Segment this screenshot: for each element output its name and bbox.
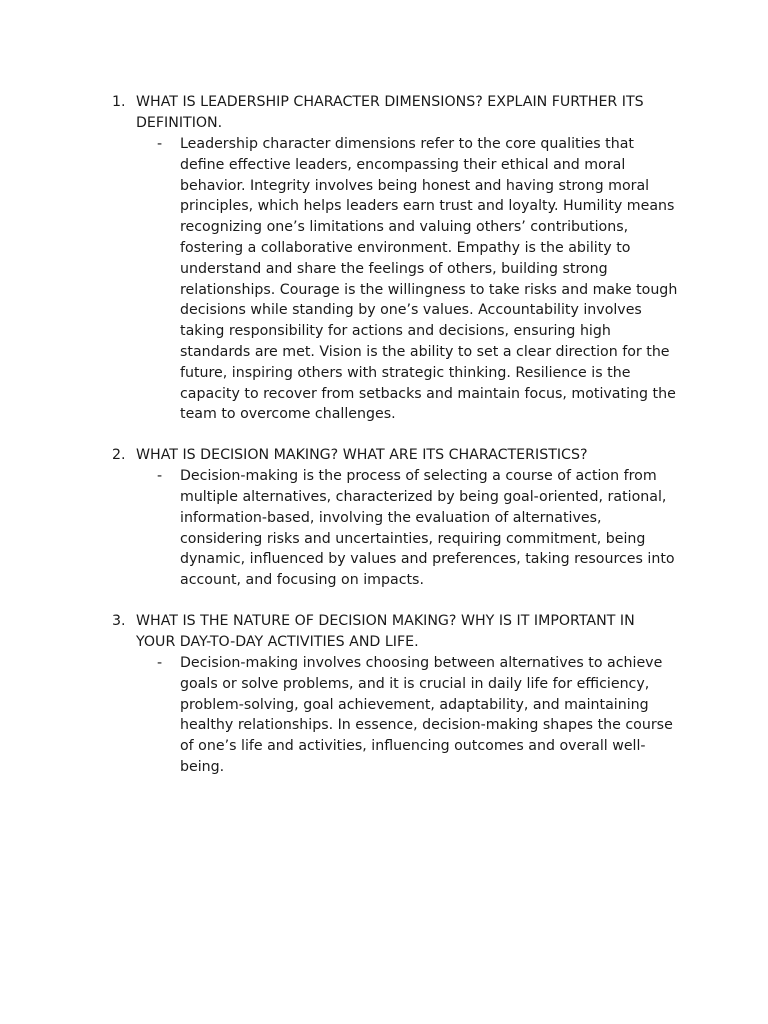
bullet-dash: - [157, 468, 163, 485]
question-heading [112, 611, 678, 653]
question-title: WHAT IS LEADERSHIP CHARACTER DIMENSIONS? EXPLAIN FURTHER ITS DEFINITION. [136, 94, 644, 131]
answer-item [157, 466, 678, 591]
answer-text: Decision-making involves choosing between alternatives to achieve goals or solve problems, and it is crucial in daily life for efficiency, problem-solving, goal achievement, adaptability, and maintaining healthy relationships. In essence, decision-making shapes the course of one’s life and activities, influencing outcomes and overall well-being. [180, 654, 673, 775]
question-item [112, 445, 678, 591]
question-heading [112, 92, 678, 134]
question-heading [112, 445, 678, 466]
answer-text: Leadership character dimensions refer to the core qualities that define effective leaders, encompassing their ethical and moral behavior. Integrity involves being honest and having strong moral principles, which helps leaders earn trust and loyalty. Humility means recognizing one’s limitations and valuing others’ contributions, fostering a collaborative environment. Empathy is the ability to understand and share the feelings of others, building strong relationships. Courage is the willingness to take risks and make tough decisions while standing by one’s values. Accountability involves taking responsibility for actions and decisions, ensuring high standards are met. Vision is the ability to set a clear direction for the future, inspiring others with strategic thinking. Resilience is the capacity to recover from setbacks and maintain focus, motivating the team to overcome challenges. [180, 136, 678, 423]
question-title: WHAT IS THE NATURE OF DECISION MAKING? WHY IS IT IMPORTANT IN YOUR DAY-TO-DAY ACTIVITIES AND LIFE. [136, 612, 635, 650]
bullet-dash: - [157, 136, 163, 152]
question-item [112, 611, 678, 778]
answer-item [157, 134, 678, 425]
question-item [112, 92, 678, 425]
bullet-dash: - [157, 654, 163, 671]
question-title: WHAT IS DECISION MAKING? WHAT ARE ITS CHARACTERISTICS? [136, 447, 588, 464]
answer-item [157, 653, 678, 778]
answer-text: Decision-making is the process of selecting a course of action from multiple alternatives, characterized by being goal-oriented, rational, information-based, involving the evaluation of alternatives, considering risks and uncertainties, requiring commitment, being dynamic, influenced by values and preferences, taking resources into account, and focusing on impacts. [180, 468, 675, 589]
question-number: 3. [112, 612, 126, 629]
question-number: 1. [112, 94, 126, 110]
question-number: 2. [112, 447, 126, 464]
